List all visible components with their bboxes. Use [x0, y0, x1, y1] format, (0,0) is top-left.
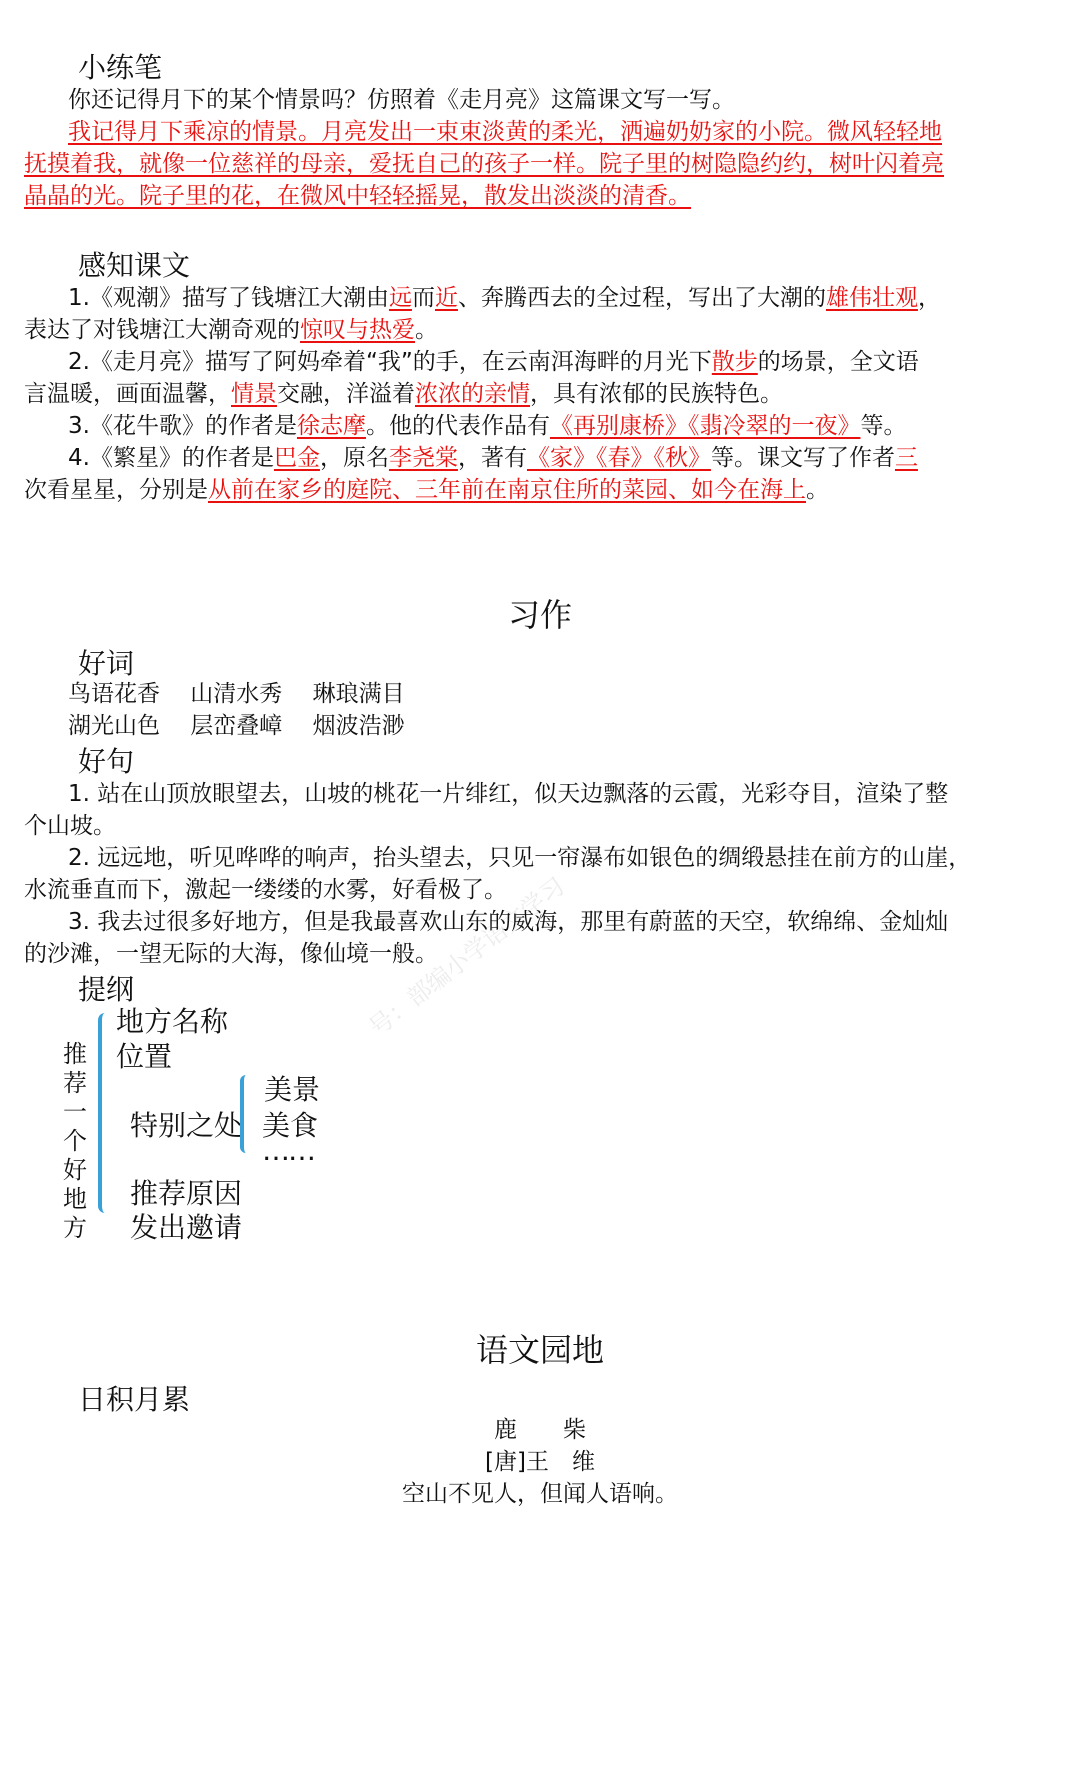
outline-heading: 提纲	[78, 973, 135, 1006]
text: 表达了对钱塘江大潮奇观的	[24, 317, 300, 343]
garden-title: 语文园地	[475, 1331, 604, 1369]
text: 3.《花牛歌》的作者是	[68, 413, 297, 439]
text: 4.《繁星》的作者是	[68, 445, 274, 471]
answer: 巴金	[273, 445, 320, 471]
perceive-item-1-cont	[24, 312, 438, 348]
good-words-heading: 好词	[78, 647, 135, 680]
watermark: 号：部编小学语文学习	[363, 871, 571, 1042]
outline-item: 发出邀请	[130, 1211, 243, 1244]
outline-item: 特别之处	[130, 1109, 243, 1142]
text: ，具有浓郁的民族特色。	[530, 381, 783, 407]
answer: 从前在家乡的庭院、三年前在南京住所的菜园、如今在海上	[208, 477, 806, 503]
answer: 惊叹与热爱	[300, 317, 415, 343]
text: 。	[806, 477, 829, 503]
text: 。他的代表作品有	[365, 413, 550, 439]
text: ，著有	[457, 445, 527, 471]
practice-heading: 小练笔	[78, 51, 163, 84]
perceive-item-2	[68, 344, 919, 380]
good-words-row: 湖光山色 层峦叠嶂 烟波浩渺	[68, 713, 405, 739]
sentence-line: 水流垂直而下，激起一缕缕的水雾，好看极了。	[24, 877, 507, 903]
text: 交融，洋溢着	[277, 381, 415, 407]
practice-answer-line: 我记得月下乘凉的情景。月亮发出一束束淡黄的柔光，洒遍奶奶家的小院。微风轻轻地	[68, 119, 942, 145]
practice-answer-line: 晶晶的光。院子里的花，在微风中轻轻摇晃，散发出淡淡的清香。	[24, 183, 691, 209]
answer: 情景	[231, 381, 277, 407]
special-item: 美食	[262, 1109, 319, 1142]
text: 2.《走月亮》描写了阿妈牵着“我”的手，在云南洱海畔的月光下	[68, 349, 712, 375]
composition-title: 习作	[507, 596, 572, 634]
perceive-item-4	[68, 440, 918, 476]
text: 1.《观潮》描写了钱塘江大潮由	[68, 285, 389, 311]
garden-section: 日积月累	[78, 1383, 191, 1416]
sentence-line: 1. 站在山顶放眼望去，山坡的桃花一片绯红，似天边飘落的云霞，光彩夺目，渲染了整	[68, 781, 949, 807]
text: ，	[917, 285, 941, 311]
answer: 远	[388, 285, 412, 311]
poem-line: 空山不见人，但闻人语响。	[402, 1481, 678, 1507]
special-brace	[240, 1075, 252, 1153]
practice-answer-line: 抚摸着我，就像一位慈祥的母亲，爱抚自己的孩子一样。院子里的树隐隐约约，树叶闪着亮	[24, 151, 944, 177]
answer: 三	[894, 445, 918, 471]
text: ，原名	[319, 445, 389, 471]
practice-prompt: 你还记得月下的某个情景吗？仿照着《走月亮》这篇课文写一写。	[68, 87, 735, 113]
outline-root: 推荐一个好地方	[63, 1040, 87, 1242]
text: 言温暖，画面温馨，	[24, 381, 231, 407]
answer: 徐志摩	[296, 413, 366, 439]
poem-title: 鹿 柴	[494, 1417, 586, 1443]
text: 次看星星，分别是	[24, 477, 208, 503]
good-sentences-heading: 好句	[78, 745, 135, 778]
answer: 近	[434, 285, 458, 311]
outline-brace	[98, 1013, 112, 1213]
sentence-line: 个山坡。	[24, 813, 116, 839]
text: 。	[415, 317, 438, 343]
perceive-heading: 感知课文	[78, 249, 191, 282]
special-item: ……	[262, 1134, 314, 1167]
sentence-line: 2. 远远地，听见哗哗的响声，抬头望去，只见一帘瀑布如银色的绸缎悬挂在前方的山崖，	[68, 845, 972, 871]
outline-item: 推荐原因	[130, 1177, 243, 1210]
good-words-row: 鸟语花香 山清水秀 琳琅满目	[68, 681, 405, 707]
text: 而	[411, 285, 435, 311]
text: 等。	[860, 413, 907, 439]
answer: 浓浓的亲情	[415, 381, 530, 407]
answer: 散步	[711, 349, 758, 375]
perceive-item-2-cont	[24, 376, 783, 412]
answer: 《家》《春》《秋》	[526, 445, 711, 471]
perceive-item-4-cont	[24, 472, 829, 508]
special-item: 美景	[264, 1073, 321, 1106]
outline-item: 位置	[116, 1040, 173, 1073]
answer: 《再别康桥》《翡冷翠的一夜》	[549, 413, 861, 439]
outline-item: 地方名称	[116, 1005, 229, 1038]
perceive-item-1	[68, 280, 941, 316]
perceive-item-3	[68, 408, 906, 444]
text: 的场景，全文语	[757, 349, 919, 375]
text: 等。课文写了作者	[710, 445, 895, 471]
answer: 雄伟壮观	[825, 285, 918, 311]
sentence-line: 的沙滩，一望无际的大海，像仙境一般。	[24, 941, 438, 967]
sentence-line: 3. 我去过很多好地方，但是我最喜欢山东的威海，那里有蔚蓝的天空，软绵绵、金灿灿	[68, 909, 949, 935]
answer: 李尧棠	[388, 445, 458, 471]
text: 、奔腾西去的全过程，写出了大潮的	[457, 285, 826, 311]
poem-author: [唐]王 维	[485, 1449, 595, 1475]
